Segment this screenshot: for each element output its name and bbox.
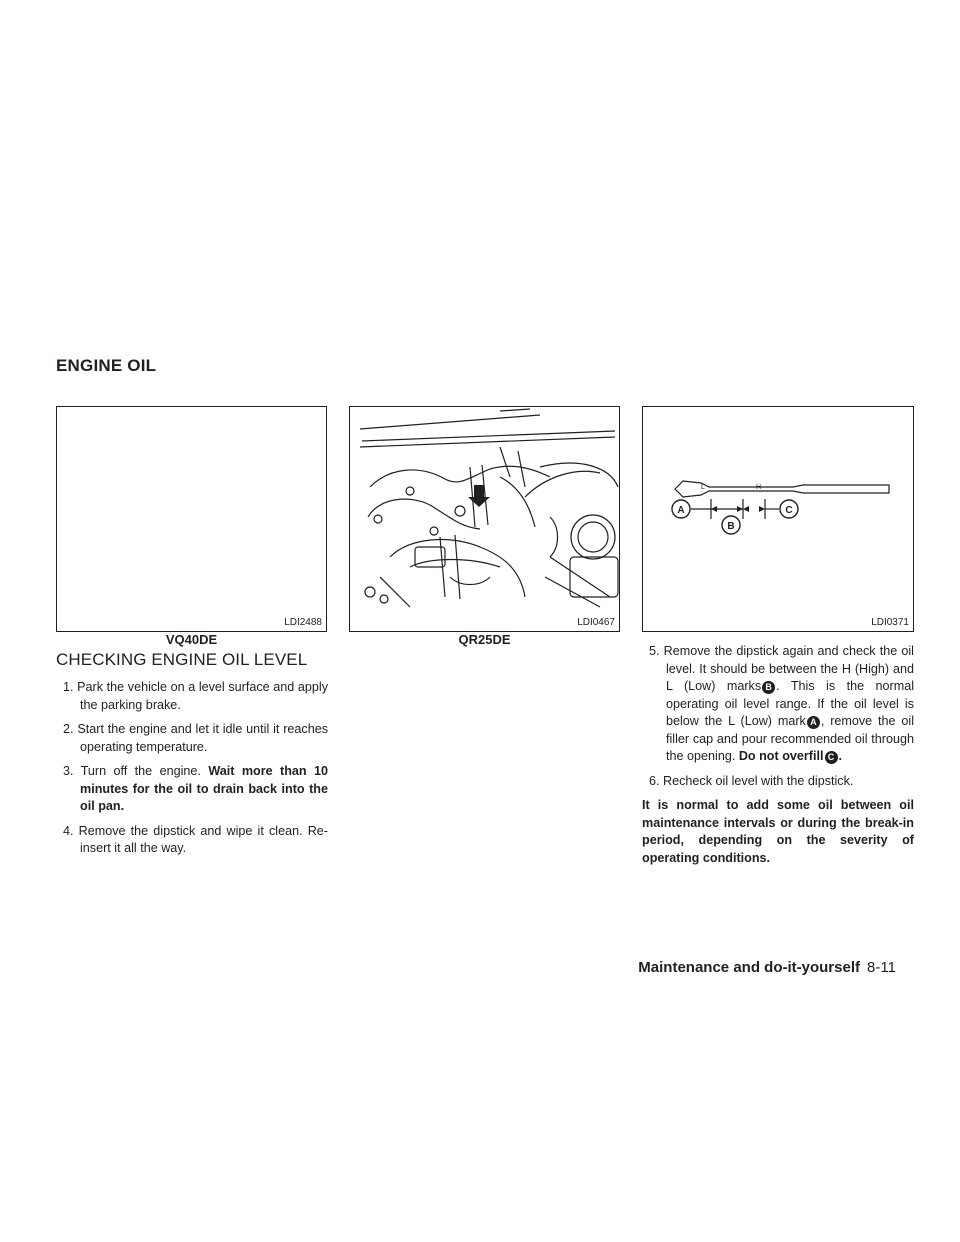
figure-caption-qr25de: QR25DE: [458, 632, 511, 647]
step-5: 5. Remove the dipstick again and check the oil level. It should be between the H (High) and L (Low) marks B . This is the normal operating oil level range. If the oil level is below the L (Low) mark A , remove the oil filler cap and pour recommended oil through the opening. Do not overfill C .: [649, 644, 914, 763]
dipstick-mark-l: L: [701, 484, 705, 491]
page-number: 8-11: [867, 959, 896, 976]
section-title: ENGINE OIL: [56, 356, 157, 375]
engine-bay-illustration: [350, 407, 620, 632]
dipstick-mark-h: H: [756, 484, 762, 491]
figure-code: LDI0467: [577, 617, 615, 628]
label-c: C: [785, 505, 793, 516]
footer-section-title: Maintenance and do-it-yourself: [638, 959, 860, 976]
step-1: 1. Park the vehicle on a level surface and apply the parking brake.: [63, 680, 328, 712]
steps-column-1: [56, 679, 328, 865]
subheading: CHECKING ENGINE OIL LEVEL: [56, 650, 308, 669]
step-6: 6. Recheck oil level with the dipstick.: [649, 773, 854, 788]
figure-dipstick: [642, 406, 914, 632]
figure-code: LDI0371: [871, 617, 909, 628]
dipstick-diagram: [643, 407, 914, 632]
steps-column-3: [642, 643, 914, 867]
figure-qr25de: [349, 406, 620, 632]
figure-vq40de: [56, 406, 327, 632]
figure-code: LDI2488: [284, 617, 322, 628]
label-a: A: [677, 505, 685, 516]
step-2: 2. Start the engine and let it idle until it reaches operating temperature.: [63, 722, 328, 754]
step-3: 3. Turn off the engine. Wait more than 10 minutes for the oil to drain back into the oil pan.: [63, 764, 329, 813]
note-paragraph: It is normal to add some oil between oil maintenance intervals or during the break-in period, depending on the severity of operating conditions.: [642, 798, 914, 865]
label-b: B: [727, 521, 735, 532]
marker-b-icon: B: [762, 681, 775, 694]
marker-c-icon: C: [825, 751, 838, 764]
marker-a-icon: A: [807, 716, 820, 729]
figure-caption-vq40de: VQ40DE: [165, 632, 218, 647]
step-4: 4. Remove the dipstick and wipe it clean. Re-insert it all the way.: [63, 823, 328, 855]
